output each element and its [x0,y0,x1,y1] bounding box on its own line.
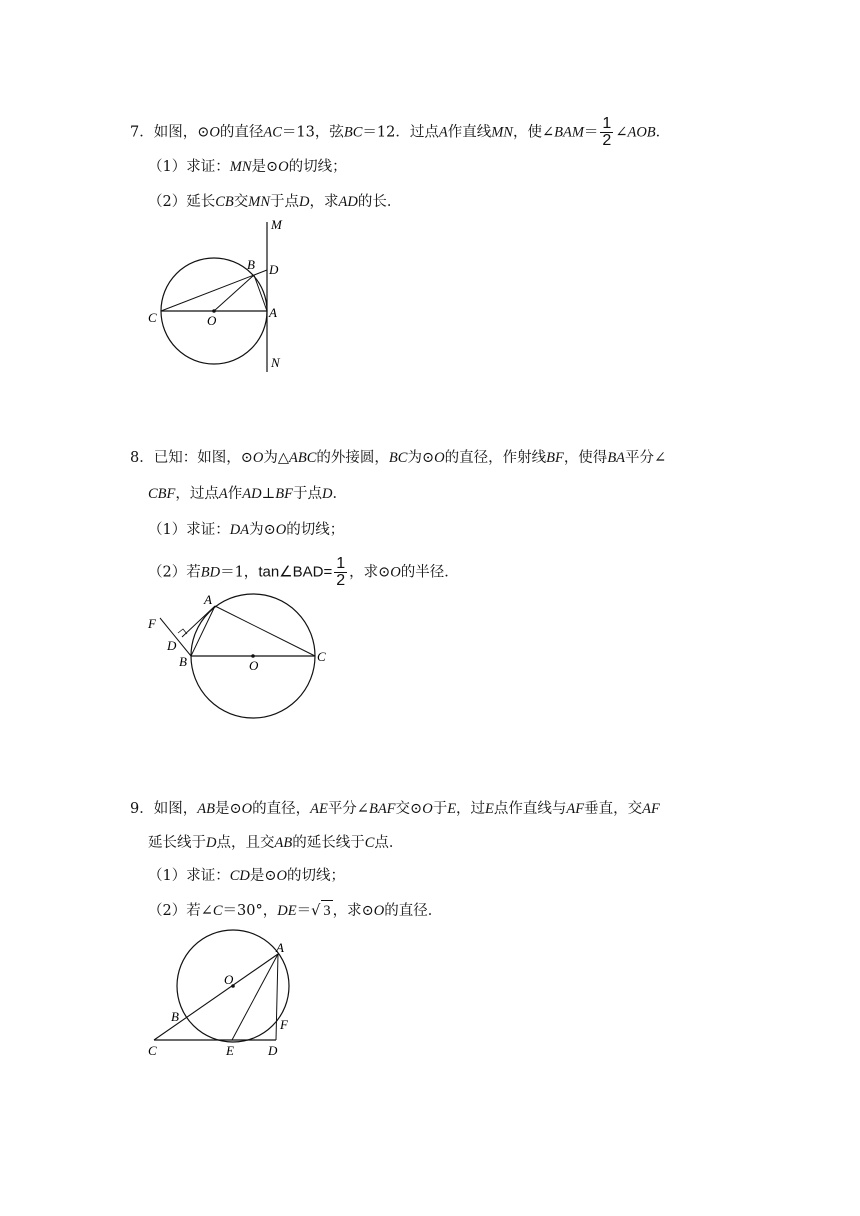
sqrt-expression: √ 3 [311,903,333,919]
text: ＝13，弦 [281,124,344,141]
var: A [218,486,228,502]
problem-8-line1 [130,448,666,468]
text: 垂直，交 [584,801,643,817]
var: O [275,522,287,538]
var: D [206,835,217,851]
tan-expression: tan∠BAD= [258,563,333,581]
text: ． [655,124,671,141]
line-ob [214,275,254,311]
text: 的直径． [384,903,443,919]
var: CB [215,194,234,210]
text: 于 [432,801,448,817]
var: MN [248,194,271,210]
line-ab [191,606,215,656]
var: CD [229,868,250,884]
var: BD [200,564,221,581]
label-m: M [271,217,282,232]
problem-8-line2 [148,484,347,504]
var: DE [277,903,297,919]
var: AC [263,124,282,141]
text: （2）若∠ [148,903,213,919]
var: A [438,124,448,141]
text: （2）延长 [148,194,216,210]
var: O [276,868,288,884]
var: BAM [554,124,584,141]
text: ，求⊙ [349,564,391,581]
text: 的长． [357,194,402,210]
label-d: D [268,1043,278,1058]
text: 的直径 [219,124,264,141]
text: （2）若 [148,564,201,581]
text: ∠ [615,124,628,141]
text: 点，且交 [216,835,275,851]
fraction [334,556,347,589]
problem-7-part2 [148,192,401,212]
problem-9-part2 [148,900,442,921]
problem-8-part1 [148,520,344,540]
text: 于点 [270,194,300,210]
label-c: C [148,1043,157,1058]
var: O [422,801,433,817]
var: AB [274,835,293,851]
text: 的直径， [252,801,311,817]
fraction [600,116,613,149]
label-c: C [148,310,157,325]
text: ⊥ [261,486,276,502]
var: D [321,486,333,502]
line-ad [276,954,278,1040]
text: 的半径． [400,564,459,581]
var: BC [343,124,363,141]
text: 是⊙ [249,868,277,884]
text: ，使得 [563,450,608,466]
text: 点． [374,835,404,851]
var: DA [229,522,250,538]
text: （1）求证： [148,522,230,538]
text: ＝ [583,124,599,141]
var: MN [229,159,252,175]
text: 的切线； [286,522,345,538]
var: BC [388,450,408,466]
text: （1）求证： [148,868,230,884]
text: 于点 [292,486,322,502]
text: ＝12．过点 [362,124,439,141]
line-ba [254,275,267,311]
var: BF [275,486,293,502]
text: ，使∠ [512,124,555,141]
text: 延长线于 [148,835,206,851]
var: O [252,450,264,466]
line-cd [161,270,267,311]
label-b: B [171,1009,179,1024]
text: ＝1， [220,564,259,581]
var: AF [566,801,585,817]
text: 是⊙ [251,159,279,175]
var: AF [642,801,660,817]
label-d: D [167,638,177,653]
text: 已知：如图，⊙ [153,450,253,466]
var: O [373,903,385,919]
text: 为⊙ [249,522,276,538]
problem-7-stem [130,116,670,149]
var: O [241,801,253,817]
var: AE [310,801,328,817]
var: O [278,159,289,175]
circle-symbol: ⊙ [197,124,210,141]
line-ad [182,606,215,637]
text: 平分∠ [327,801,369,817]
text: ，过 [456,801,486,817]
label-a: A [269,305,277,320]
problem-9-line1 [130,799,660,819]
line-ac [215,606,315,656]
var: AD [242,486,262,502]
label-o: O [224,972,234,987]
text: ． [332,486,347,502]
figure-problem-7 [140,212,300,382]
label-f: F [148,616,156,631]
text: 的切线； [287,868,346,884]
text: （1）求证： [148,159,230,175]
sqrt-radicand: 3 [321,900,332,921]
problem-7-part1 [148,157,347,177]
problem-number: 9． [130,801,154,817]
text: 如图， [153,124,198,141]
text: ＝ [296,903,312,919]
var: CBF [148,486,176,502]
label-o: O [207,313,217,328]
var: O [434,450,445,466]
text: 作直线 [447,124,492,141]
var: O [209,124,220,141]
problem-9-line2 [148,833,403,853]
text: 为△ [263,450,290,466]
text: ，求⊙ [332,903,374,919]
text: 的直径，作射线 [444,450,547,466]
var: E [485,801,494,817]
text: 平分∠ [625,450,667,466]
text: 点作直线与 [493,801,567,817]
text: 为⊙ [407,450,435,466]
var: AD [338,194,358,210]
text: 如图， [153,801,198,817]
label-f: F [280,1017,288,1032]
label-a: A [276,940,284,955]
text: ＝30°， [222,903,278,919]
var: MN [491,124,513,141]
text: 交⊙ [395,801,423,817]
fraction-denominator: 2 [336,572,346,589]
label-e: E [226,1043,234,1058]
text: ，过点 [175,486,219,502]
text: 是⊙ [214,801,242,817]
text: 的外接圆， [316,450,389,466]
text: 交 [233,194,249,210]
problem-9-part1 [148,866,345,886]
figure-problem-8 [140,590,340,725]
var: E [447,801,457,817]
var: BF [546,450,564,466]
var: C [364,835,375,851]
var: AB [197,801,215,817]
var: AOB [627,124,656,141]
var: ABC [289,450,317,466]
problem-8-part2 [148,556,459,589]
label-a: A [204,592,212,607]
var: BA [607,450,626,466]
text: 作 [227,486,243,502]
figure-problem-9 [140,928,310,1063]
var: C [212,903,223,919]
var: D [299,194,310,210]
label-c: C [317,649,326,664]
fraction-numerator: 1 [602,115,612,132]
label-b: B [179,654,187,669]
label-d: D [269,262,279,277]
fraction-denominator: 2 [602,132,612,149]
label-n: N [271,355,280,370]
fraction-numerator: 1 [336,555,346,572]
var: O [390,564,401,581]
text: 的延长线于 [292,835,365,851]
text: 的切线； [288,159,347,175]
var: BAF [368,801,396,817]
problem-number: 8． [130,450,154,466]
line-ca [154,954,278,1040]
label-o: O [249,658,259,673]
problem-number: 7． [130,124,154,141]
label-b: B [247,257,255,272]
text: ，求 [309,194,339,210]
